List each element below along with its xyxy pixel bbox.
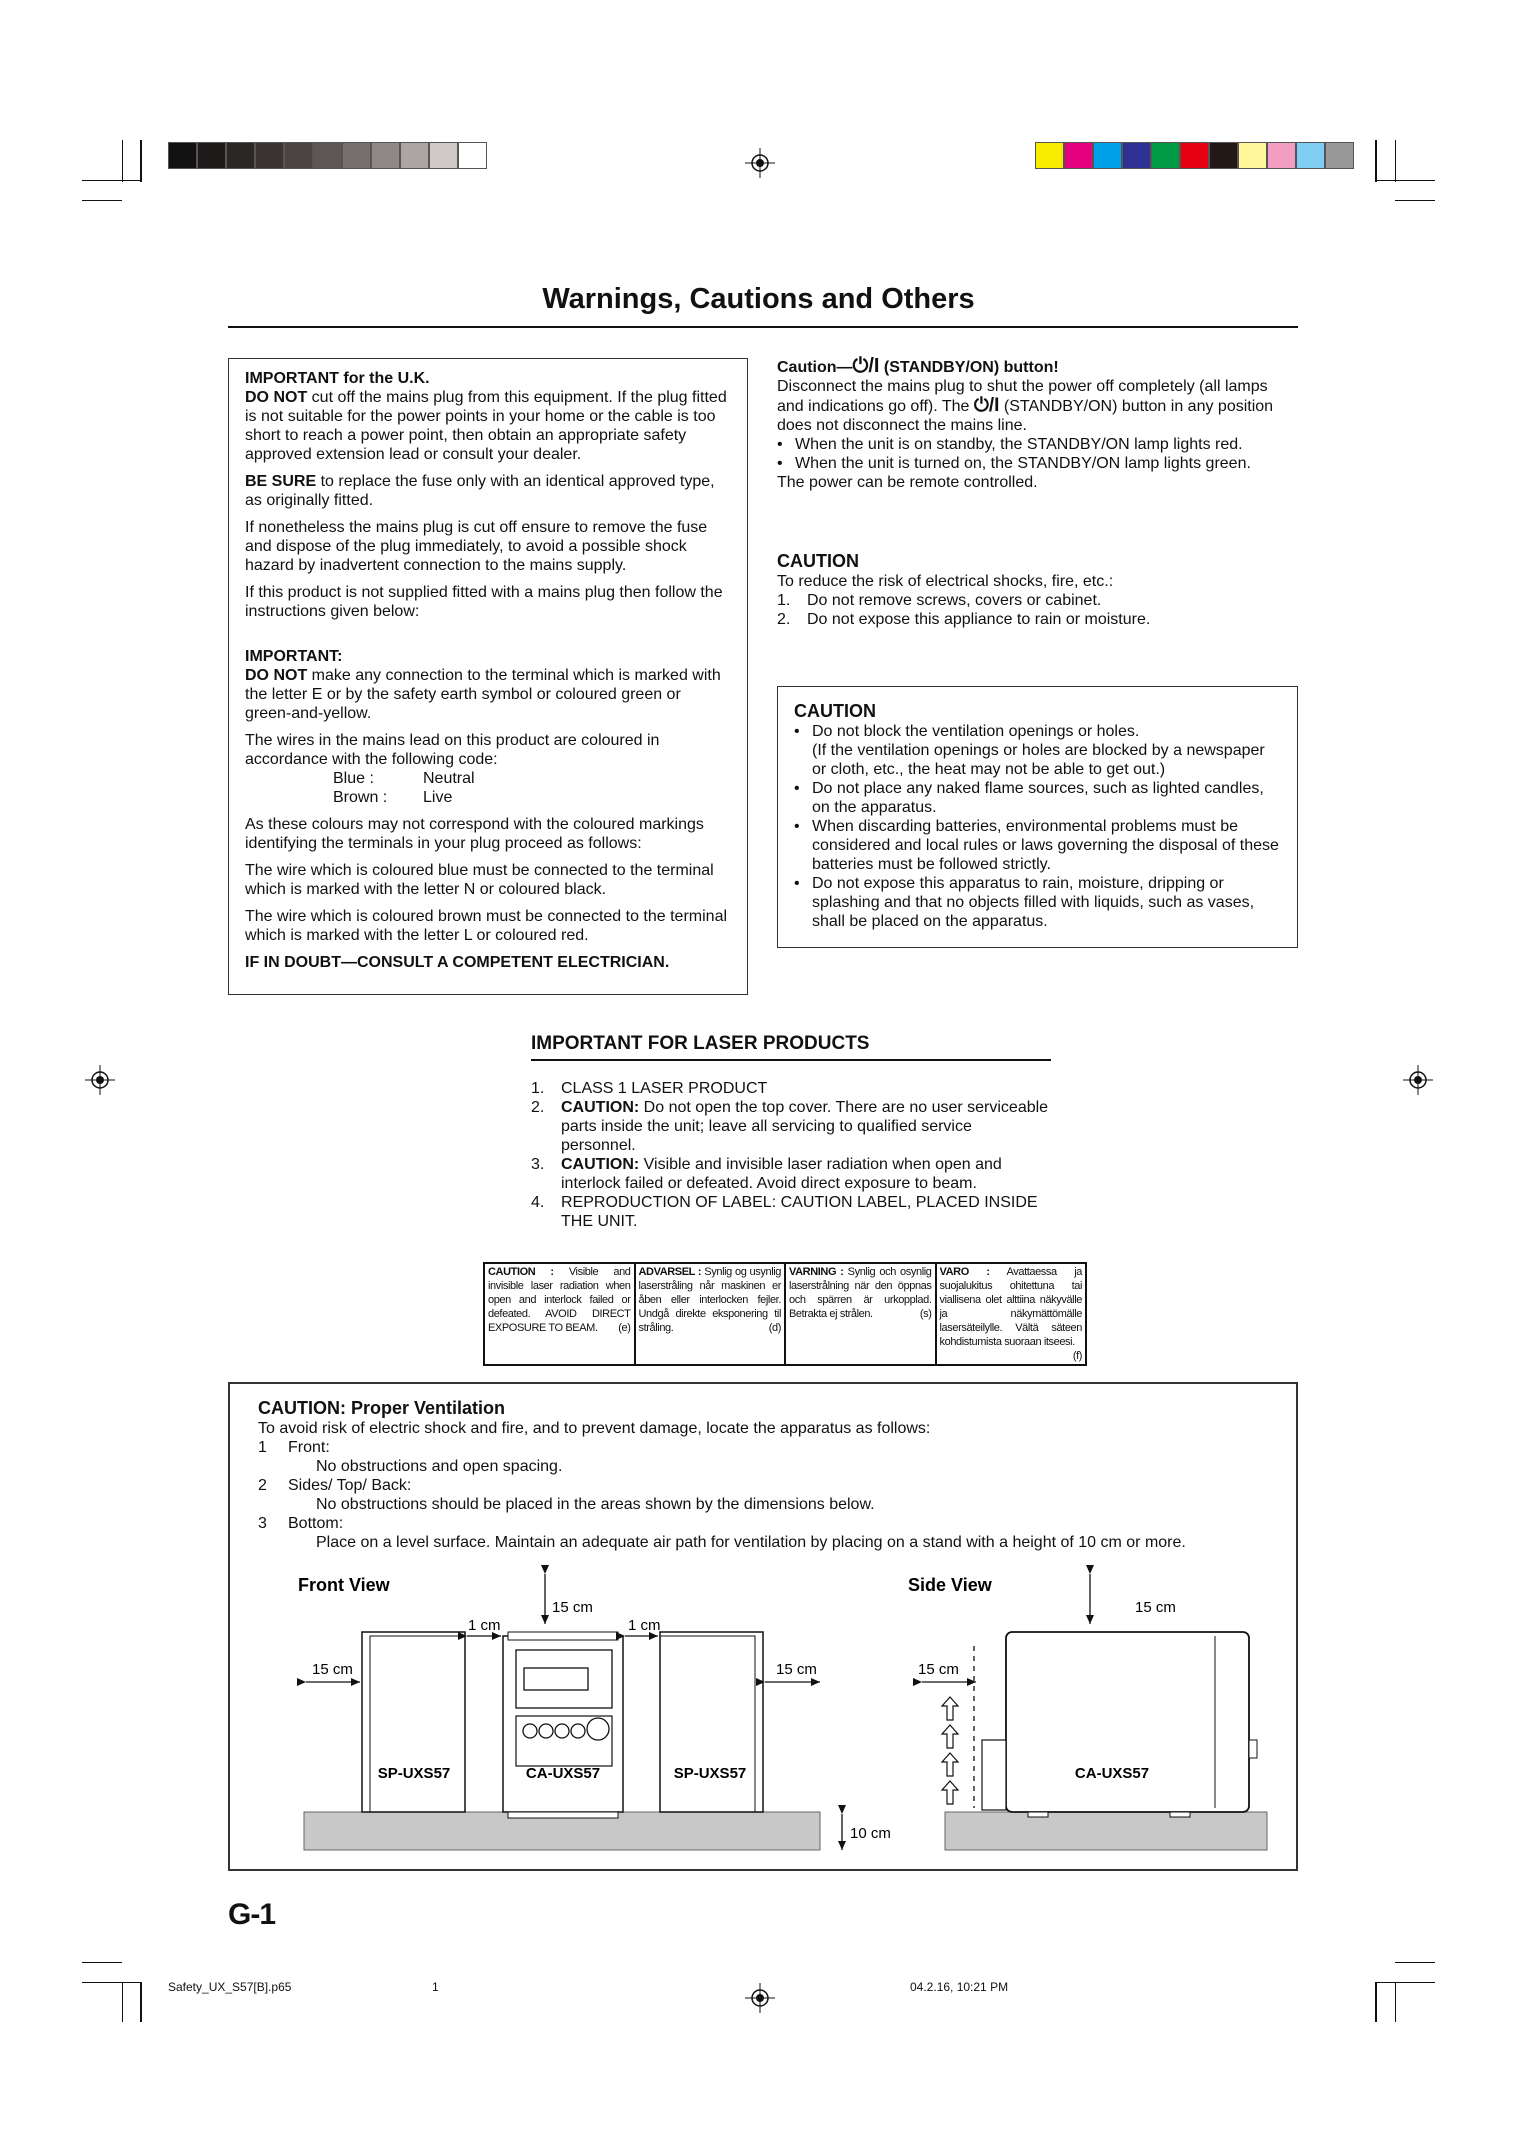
list-item: 1. Do not remove screws, covers or cabinet. — [777, 592, 1102, 609]
footer-date: 04.2.16, 10:21 PM — [910, 1980, 1009, 1994]
standby-bullets — [777, 435, 1297, 473]
stand — [945, 1812, 1267, 1850]
ventilation-intro: To avoid risk of electric shock and fire, and to prevent damage, locate the apparatus as follows: — [258, 1420, 931, 1437]
uk-paragraph-4: If this product is not supplied fitted with a mains plug then follow the instructions given below: — [245, 584, 723, 620]
side-unit — [982, 1632, 1257, 1817]
uk-doubt-warning: IF IN DOUBT—CONSULT A COMPETENT ELECTRICIAN. — [245, 954, 670, 971]
ventilation-heading: CAUTION: Proper Ventilation — [258, 1398, 506, 1418]
label-cell-swedish: VARNING : Synlig och osynlig laserstrålning när den öppnas och spärren är urkopplad. Betrakta ej strålen. (s) — [785, 1263, 936, 1365]
left-speaker — [362, 1632, 465, 1812]
bottom-clearance-label: 10 cm — [850, 1825, 891, 1842]
list-item-detail: No obstructions and open spacing. — [316, 1458, 563, 1475]
right-clearance-label: 15 cm — [776, 1661, 817, 1678]
caution-heading: CAUTION — [777, 551, 859, 571]
wire-code-list: Blue : Neutral Brown : Live — [333, 770, 475, 806]
laser-section — [531, 1033, 1051, 1231]
uk-paragraph-2: BE SURE to replace the fuse only with an identical approved type, as originally fitted. — [245, 473, 715, 509]
center-unit — [503, 1632, 623, 1818]
list-item-detail: Place on a level surface. Maintain an adequate air path for ventilation by placing on a stand with a height of 10 cm or more. — [316, 1534, 1186, 1551]
standby-remote-note: The power can be remote controlled. — [777, 474, 1038, 491]
ventilation-diagram — [230, 1384, 1296, 1869]
caution-items — [777, 591, 1297, 629]
gray-swatch — [313, 142, 342, 169]
registration-mark-icon — [85, 1065, 115, 1095]
uk-important-heading: IMPORTANT: — [245, 648, 343, 665]
gray-swatch — [284, 142, 313, 169]
standby-paragraph: Disconnect the mains plug to shut the power off completely (all lamps and indications go off). The ⏻/I (STANDBY/ON) button in any position does not disconnect the mains line. — [777, 378, 1274, 434]
gray-swatch — [458, 142, 487, 169]
list-item: 4. REPRODUCTION OF LABEL: CAUTION LABEL, PLACED INSIDE THE UNIT. — [531, 1194, 1038, 1230]
uk-paragraph-8: The wire which is coloured blue must be connected to the terminal which is marked with the letter N or coloured black. — [245, 862, 714, 898]
footer-page: 1 — [432, 1980, 439, 1994]
color-swatch — [1267, 142, 1296, 169]
uk-paragraph-7: As these colours may not correspond with the coloured markings identifying the terminals in your plug proceed as follows: — [245, 816, 704, 852]
registration-mark-icon — [745, 1983, 775, 2013]
gray-swatch — [400, 142, 429, 169]
top-clearance-label: 15 cm — [552, 1599, 593, 1616]
registration-mark-icon — [1403, 1065, 1433, 1095]
uk-paragraph-3: If nonetheless the mains plug is cut off ensure to remove the fuse and dispose of the plug immediately, to avoid a possible shock hazard by inadvertent connection to the mains supply. — [245, 519, 708, 574]
list-item: 2. CAUTION: Do not open the top cover. There are no user serviceable parts inside the unit; leave all servicing to qualified service personnel. — [531, 1099, 1049, 1154]
page-number: G-1 — [228, 1898, 276, 1931]
color-swatch — [1209, 142, 1238, 169]
gray-swatch — [168, 142, 197, 169]
label-cell-danish: ADVARSEL : Synlig og usynlig laserstråling når maskinen er åben eller interlocken fejler. Undgå direkte eksponering til stråling. (d) — [635, 1263, 786, 1365]
list-item: 1 Front: — [258, 1439, 330, 1456]
caution-ventilation-box — [777, 686, 1298, 948]
center-unit-model: CA-UXS57 — [525, 1765, 601, 1782]
color-swatch — [1093, 142, 1122, 169]
right-gap-label: 1 cm — [628, 1617, 661, 1634]
label-cell-finnish: VARO : Avattaessa ja suojalukitus ohitettuna tai viallisena olet alttiina näkyvälle ja näkymättömälle lasersäteilylle. Vältä säteen kohdistumista suoraan itseesi. (f) — [936, 1263, 1087, 1365]
list-item: • Do not block the ventilation openings or holes. (If the ventilation openings or holes are blocked by a newspaper or cloth, etc., the heat may not be able to get out.) — [794, 722, 1281, 779]
list-item: 3 Bottom: — [258, 1515, 344, 1532]
proper-ventilation-box — [228, 1382, 1298, 1871]
list-item-detail: No obstructions should be placed in the areas shown by the dimensions below. — [316, 1496, 875, 1513]
laser-rule — [531, 1059, 1051, 1061]
grayscale-calibration-bar — [168, 142, 487, 169]
page-title: Warnings, Cautions and Others — [542, 283, 975, 315]
side-back-clearance-label: 15 cm — [918, 1661, 959, 1678]
right-speaker — [660, 1632, 763, 1812]
gray-swatch — [371, 142, 400, 169]
standby-power-icon: ⏻/I — [852, 355, 880, 377]
color-calibration-bar — [1035, 142, 1354, 169]
gray-swatch — [226, 142, 255, 169]
laser-caution-label — [483, 1262, 1087, 1366]
caution-electrical — [777, 551, 1297, 629]
color-swatch — [1064, 142, 1093, 169]
standby-heading: Caution—⏻/I (STANDBY/ON) button! — [777, 355, 1059, 377]
uk-paragraph-6: The wires in the mains lead on this product are coloured in accordance with the following code: — [245, 732, 660, 768]
label-cell-english: CAUTION : Visible and invisible laser radiation when open and interlock failed or defeated. AVOID DIRECT EXPOSURE TO BEAM. (e) — [484, 1263, 635, 1365]
color-swatch — [1122, 142, 1151, 169]
list-item: 2 Sides/ Top/ Back: — [258, 1477, 412, 1494]
gray-swatch — [429, 142, 458, 169]
list-item: • When discarding batteries, environmental problems must be considered and local rules or laws governing the disposal of these batteries must be followed strictly. — [794, 817, 1281, 874]
gray-swatch — [342, 142, 371, 169]
left-speaker-model: SP-UXS57 — [377, 1765, 451, 1782]
color-swatch — [1296, 142, 1325, 169]
color-swatch — [1325, 142, 1354, 169]
standby-power-icon: ⏻/I — [973, 395, 1000, 416]
color-swatch — [1238, 142, 1267, 169]
caution-heading: CAUTION — [794, 701, 876, 721]
color-swatch — [1180, 142, 1209, 169]
list-item: • When the unit is turned on, the STANDBY/ON lamp lights green. — [777, 454, 1297, 473]
list-item: • When the unit is on standby, the STANDBY/ON lamp lights red. — [777, 435, 1297, 454]
standby-caution — [777, 357, 1297, 492]
uk-important-box — [228, 358, 748, 995]
caution-intro: To reduce the risk of electrical shocks, fire, etc.: — [777, 573, 1114, 590]
left-clearance-label: 15 cm — [312, 1661, 353, 1678]
laser-items — [531, 1079, 1051, 1231]
uk-heading: IMPORTANT for the U.K. — [245, 370, 430, 387]
side-unit-model: CA-UXS57 — [1074, 1765, 1150, 1782]
airflow-arrow-icon — [942, 1697, 958, 1804]
title-rule — [228, 326, 1298, 328]
footer-filename: Safety_UX_S57[B].p65 — [168, 1980, 292, 1994]
side-view-label: Side View — [908, 1575, 992, 1595]
gray-swatch — [255, 142, 284, 169]
list-item: 3. CAUTION: Visible and invisible laser radiation when open and interlock failed or defeated. Avoid direct exposure to beam. — [531, 1156, 1002, 1192]
color-swatch — [1151, 142, 1180, 169]
gray-swatch — [197, 142, 226, 169]
list-item: 2. Do not expose this appliance to rain or moisture. — [777, 611, 1151, 628]
uk-paragraph-9: The wire which is coloured brown must be connected to the terminal which is marked with the letter L or coloured red. — [245, 908, 728, 944]
laser-heading: IMPORTANT FOR LASER PRODUCTS — [531, 1033, 870, 1054]
uk-paragraph-5: DO NOT make any connection to the terminal which is marked with the letter E or by the safety earth symbol or coloured green or green-and-yellow. — [245, 667, 721, 722]
caution-bullets — [794, 722, 1281, 931]
list-item: 1. CLASS 1 LASER PRODUCT — [531, 1080, 768, 1097]
front-view-label: Front View — [298, 1575, 390, 1595]
side-top-clearance-label: 15 cm — [1135, 1599, 1176, 1616]
list-item: • Do not expose this apparatus to rain, moisture, dripping or splashing and that no objects filled with liquids, such as vases, shall be placed on the apparatus. — [794, 874, 1281, 931]
list-item: • Do not place any naked flame sources, such as lighted candles, on the apparatus. — [794, 779, 1281, 817]
right-speaker-model: SP-UXS57 — [673, 1765, 747, 1782]
left-gap-label: 1 cm — [468, 1617, 501, 1634]
registration-mark-icon — [745, 148, 775, 178]
uk-paragraph-1: DO NOT cut off the mains plug from this equipment. If the plug fitted is not suitable for the power points in your home or the cable is too short to reach a power point, then obtain an appropriate safety approved extension lead or consult your dealer. — [245, 389, 727, 463]
color-swatch — [1035, 142, 1064, 169]
